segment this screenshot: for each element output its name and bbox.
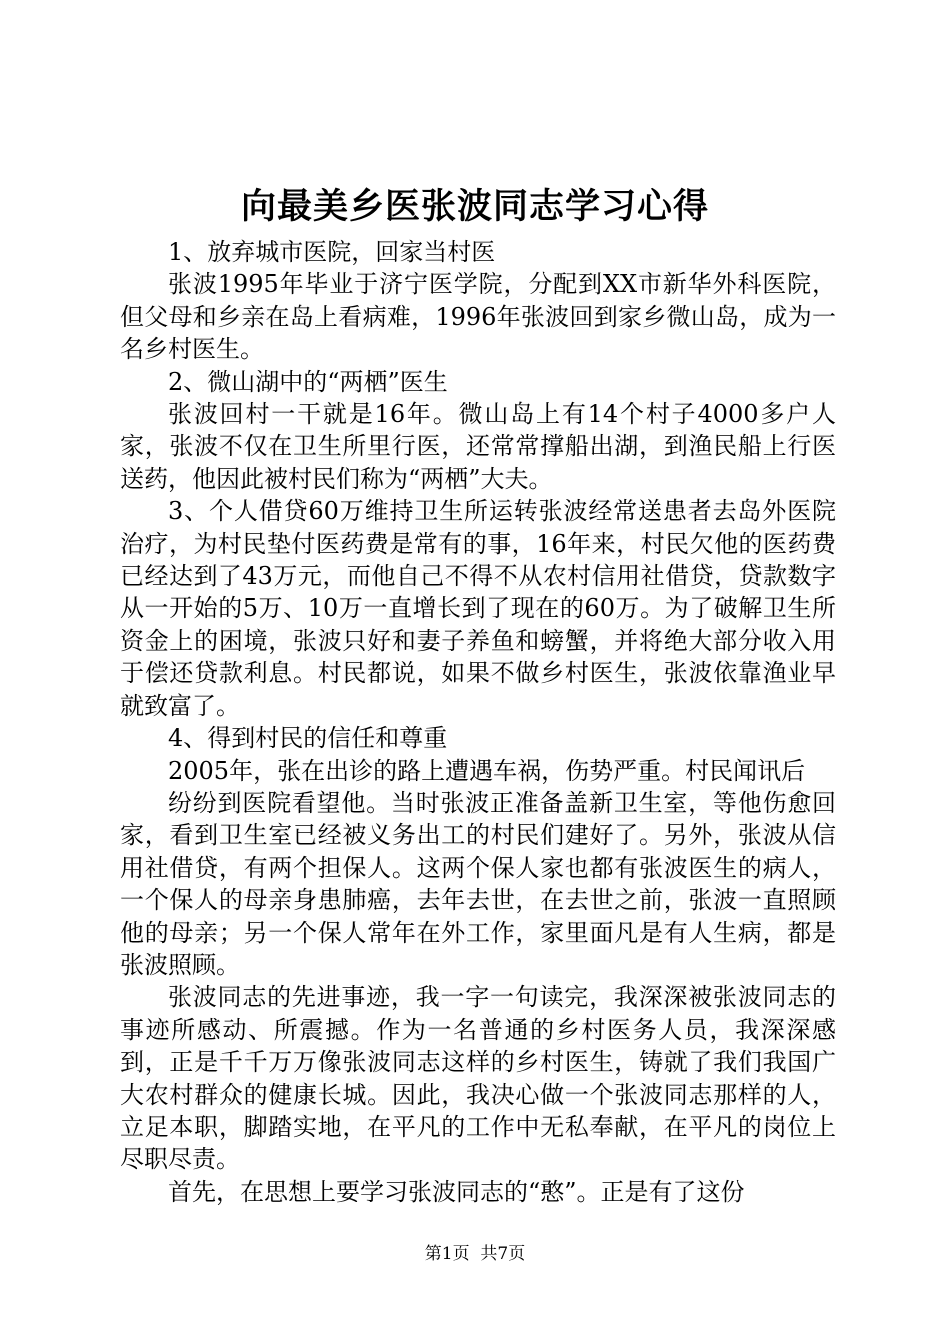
body-paragraph: 张波1995年毕业于济宁医学院，分配到XX市新华外科医院，但父母和乡亲在岛上看病难，1996年张波回到家乡微山岛，成为一名乡村医生。 (120, 270, 836, 364)
section-heading-4: 4、得到村民的信任和尊重 (168, 724, 448, 753)
body-paragraph: 张波同志的先进事迹，我一字一句读完，我深深被张波同志的事迹所感动、所震撼。作为一名普通的乡村医务人员，我深深感到，正是千千万万像张波同志这样的乡村医生，铸就了我们我国广大农村群众的健康长城。因此，我决心做一个张波同志那样的人，立足本职，脚踏实地，在平凡的工作中无私奉献，在平凡的岗位上尽职尽责。 (120, 983, 836, 1174)
section-heading-1: 1、放弃城市医院，回家当村医 (168, 238, 496, 266)
body-paragraph: 张波回村一干就是16年。微山岛上有14个村子4000多户人家，张波不仅在卫生所里行医，还常常撑船出湖，到渔民船上行医送药，他因此被村民们称为“两栖”大夫。 (120, 400, 836, 493)
document-body (120, 236, 836, 1208)
body-paragraph: 2005年，张在出诊的路上遭遇车祸，伤势严重。村民闻讯后 (168, 756, 806, 785)
body-paragraph: 首先，在思想上要学习张波同志的“憨”。正是有了这份 (168, 1177, 745, 1206)
section-heading-2: 2、微山湖中的“两栖”医生 (168, 367, 448, 396)
document-title: 向最美乡医张波同志学习心得 (240, 186, 709, 227)
body-paragraph: 纷纷到医院看望他。当时张波正准备盖新卫生室，等他伤愈回家，看到卫生室已经被义务出工的村民们建好了。另外，张波从信用社借贷，有两个担保人。这两个保人家也都有张波医生的病人，一个保人的母亲身患肺癌，去年去世，在去世之前，张波一直照顾他的母亲；另一个保人常年在外工作，家里面凡是有人生病，都是张波照顾。 (120, 788, 836, 979)
page-number: 第1页 共7页 (424, 1244, 526, 1264)
page-footer (0, 1242, 950, 1266)
section-paragraph-3: 3、个人借贷60万维持卫生所运转张波经常送患者去岛外医院治疗，为村民垫付医药费是常有的事，16年来，村民欠他的医药费已经达到了43万元，而他自己不得不从农村信用社借贷，贷款数字从一开始的5万、10万一直增长到了现在的60万。为了破解卫生所资金上的困境，张波只好和妻子养鱼和螃蟹，并将绝大部分收入用于偿还贷款利息。村民都说，如果不做乡村医生，张波依靠渔业早就致富了。 (120, 497, 836, 720)
